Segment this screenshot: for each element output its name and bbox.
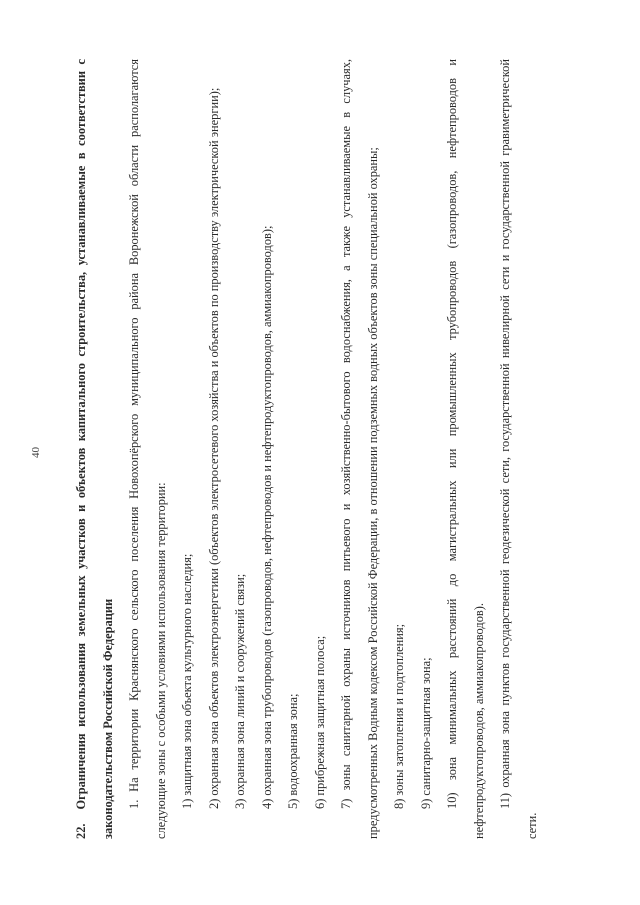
section-heading	[68, 59, 121, 839]
list-item-2: 2) охранная зона объектов электроэнергетики (объектов электросетевого хозяйства и объектов по производству электрической энергии);	[206, 87, 221, 809]
list-item-9: 9) санитарно-защитная зона;	[418, 657, 433, 809]
list-item-1: 1) защитная зона объекта культурного наследия;	[180, 553, 194, 809]
document-body	[68, 59, 545, 839]
paragraph-intro: 1. На территории Краснянского сельского поселения Новохопёрского муниципального района Воронежской области располагаются следующие зоны с особыми условиями использования территории:	[127, 59, 168, 839]
list-item-11: 11) охранная зона пунктов государственной геодезической сети, государственной нивелирной сети и государственной гравиметрической сети.	[498, 59, 539, 839]
section-title: Ограничения использования земельных участков и объектов капитального строительства, устанавливаемые в соответствии с законодательством Российской Федерации	[74, 59, 115, 839]
list-item-4: 4) охранная зона трубопроводов (газопроводов, нефтепроводов и нефтепродуктопроводов, аммиакопроводов);	[259, 225, 274, 809]
list-item-10: 10) зона минимальных расстояний до магистральных или промышленных трубопроводов (газопроводов, нефтепроводов и нефтепродуктопроводов, аммиакопроводов).	[445, 59, 486, 839]
list-item-7: 7) зоны санитарной охраны источников питьевого и хозяйственно-бытового водоснабжения, а также устанавливаемые в случаях, предусмотренных Водным кодексом Российской Федерации, в отношении подземных водных объектов зоны специальной охраны;	[339, 59, 380, 839]
section-number: 22.	[74, 823, 88, 839]
list-item-8: 8) зоны затопления и подтопления;	[392, 623, 406, 809]
list-item-3: 3) охранная зона линий и сооружений связи;	[233, 573, 247, 809]
list-item-5: 5) водоохранная зона;	[286, 693, 300, 809]
page-number: 40	[30, 447, 42, 458]
list-item-6: 6) прибрежная защитная полоса;	[312, 635, 327, 809]
